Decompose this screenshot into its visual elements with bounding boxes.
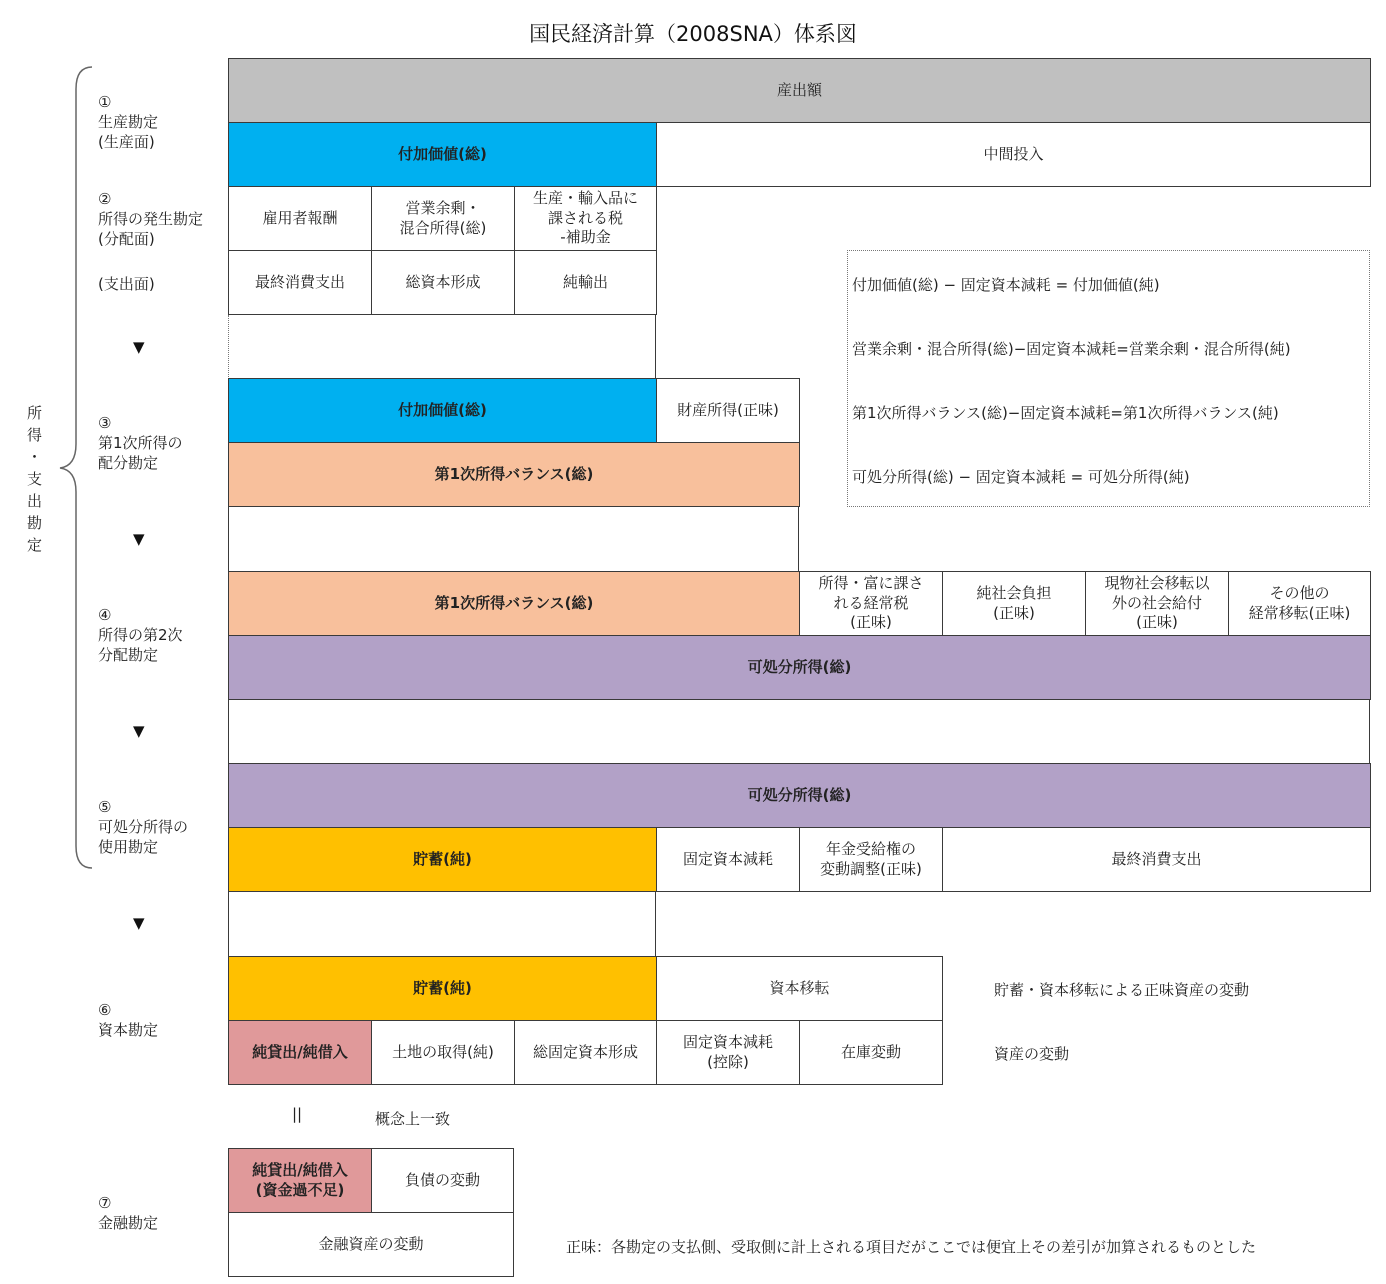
box-primary-income-balance: 第1次所得バランス(総): [228, 442, 800, 507]
box-changes-in-inventories: 在庫変動: [799, 1020, 943, 1085]
box-gross-capital-formation: 総資本形成: [371, 250, 515, 315]
box-changes-in-financial-assets: 金融資産の変動: [228, 1212, 514, 1277]
account-label-primary-income: ③ 第1次所得の 配分勘定: [98, 414, 183, 472]
footnote: 正味：各勘定の支払側、受取側に計上される項目だがここでは便宜上その差引が加算されるものとした: [566, 1238, 1257, 1256]
account-label-secondary-distribution: ④ 所得の第2次 分配勘定: [98, 606, 183, 664]
box-consumption-of-fixed-capital-deduction: 固定資本減耗 (控除): [656, 1020, 800, 1085]
box-social-benefits: 現物社会移転以 外の社会給付 (正味): [1085, 571, 1229, 636]
box-current-taxes: 所得・富に課さ れる経常税 (正味): [799, 571, 943, 636]
divider: [228, 700, 229, 764]
note-value-added-net: 付加価値(総) − 固定資本減耗 = 付加価値(純): [852, 276, 1160, 294]
box-final-consumption-5: 最終消費支出: [942, 827, 1371, 892]
divider: [655, 315, 656, 379]
box-saving-net: 貯蓄(純): [228, 827, 657, 892]
note-disposable-income-net: 可処分所得(総) − 固定資本減耗 = 可処分所得(純): [852, 468, 1190, 486]
box-consumption-of-fixed-capital: 固定資本減耗: [656, 827, 800, 892]
divider: [655, 892, 656, 956]
down-arrow-icon: ▼: [133, 530, 145, 548]
box-value-added-gross: 付加価値(総): [228, 122, 657, 187]
box-saving-net-6: 貯蓄(純): [228, 956, 657, 1021]
note-operating-surplus-net: 営業余剰・混合所得(総)−固定資本減耗=営業余剰・混合所得(純): [852, 340, 1291, 358]
box-final-consumption: 最終消費支出: [228, 250, 372, 315]
box-net-exports: 純輸出: [514, 250, 657, 315]
box-pension-adjustment: 年金受給権の 変動調整(正味): [799, 827, 943, 892]
box-capital-transfers: 資本移転: [656, 956, 943, 1021]
box-net-lending-financial: 純貸出/純借入 (資金過不足): [228, 1148, 372, 1213]
concept-match-label: 概念上一致: [375, 1110, 451, 1128]
box-intermediate-consumption: 中間投入: [656, 122, 1371, 187]
box-disposable-income-5: 可処分所得(総): [228, 763, 1371, 828]
box-property-income: 財産所得(正味): [656, 378, 800, 443]
note-primary-income-net: 第1次所得バランス(総)−固定資本減耗=第1次所得バランス(純): [852, 404, 1279, 422]
box-operating-surplus: 営業余剰・ 混合所得(総): [371, 186, 515, 251]
side-group-label: 所 得 ・ 支 出 勘 定: [27, 404, 43, 554]
diagram-title: 国民経済計算（2008SNA）体系図: [529, 22, 857, 46]
box-value-added-gross-3: 付加価値(総): [228, 378, 657, 443]
box-taxes-on-production: 生産・輸入品に 課される税 -補助金: [514, 186, 657, 251]
account-label-capital: ⑥ 資本勘定: [98, 1001, 159, 1039]
down-arrow-icon: ▼: [133, 722, 145, 740]
down-arrow-icon: ▼: [133, 338, 145, 356]
account-label-expenditure: (支出面): [98, 275, 155, 293]
account-label-generation-of-income: ② 所得の発生勘定 (分配面): [98, 190, 204, 248]
divider: [228, 315, 229, 379]
box-social-contributions: 純社会負担 (正味): [942, 571, 1086, 636]
note-change-in-assets: 資産の変動: [994, 1045, 1070, 1063]
divider: [1369, 700, 1370, 764]
box-compensation-of-employees: 雇用者報酬: [228, 186, 372, 251]
note-change-in-net-worth: 貯蓄・資本移転による正味資産の変動: [994, 981, 1250, 999]
equal-sign: ||: [292, 1105, 303, 1123]
box-changes-in-liabilities: 負債の変動: [371, 1148, 514, 1213]
box-primary-income-balance-4: 第1次所得バランス(総): [228, 571, 800, 636]
account-label-financial: ⑦ 金融勘定: [98, 1194, 159, 1232]
down-arrow-icon: ▼: [133, 914, 145, 932]
divider: [228, 892, 229, 956]
box-disposable-income: 可処分所得(総): [228, 635, 1371, 700]
box-net-lending: 純貸出/純借入: [228, 1020, 372, 1085]
box-land-acquisition: 土地の取得(純): [371, 1020, 515, 1085]
divider: [798, 507, 799, 571]
box-gross-fixed-capital-formation: 総固定資本形成: [514, 1020, 657, 1085]
account-label-use-of-disposable-income: ⑤ 可処分所得の 使用勘定: [98, 798, 189, 856]
box-output: 産出額: [228, 58, 1371, 123]
account-label-production: ① 生産勘定 (生産面): [98, 93, 159, 151]
brace-icon: [52, 64, 97, 874]
divider: [228, 507, 229, 571]
box-other-current-transfers: その他の 経常移転(正味): [1228, 571, 1371, 636]
